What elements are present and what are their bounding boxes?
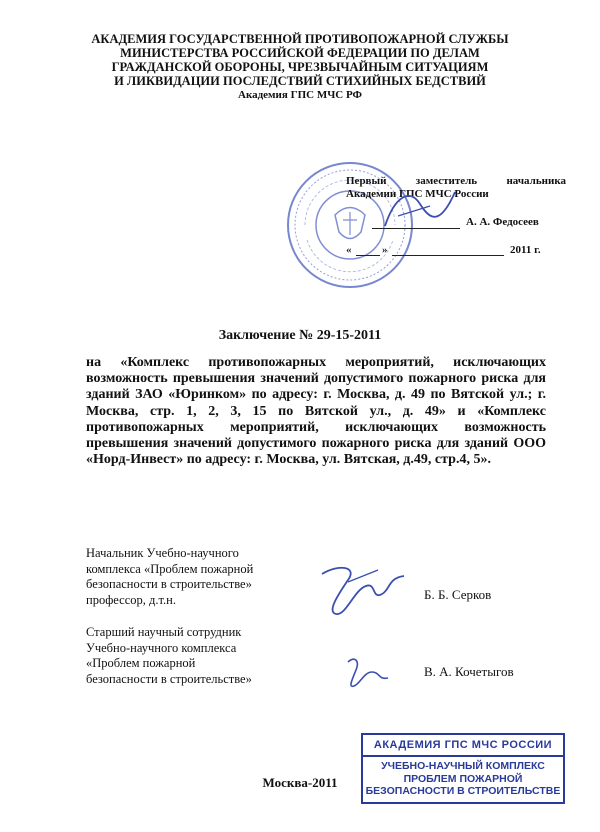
- header-line-2: МИНИСТЕРСТВА РОССИЙСКОЙ ФЕДЕРАЦИИ ПО ДЕЛАМ: [120, 46, 480, 60]
- signatory-2-signature-icon: [342, 652, 392, 692]
- approval-position-line-2: Академии ГПС МЧС России: [346, 188, 489, 200]
- signatory-1-line-2: комплекса «Проблем пожарной: [86, 561, 254, 576]
- header-line-1: АКАДЕМИЯ ГОСУДАРСТВЕННОЙ ПРОТИВОПОЖАРНОЙ СЛУЖБЫ: [91, 32, 509, 46]
- signatory-2-line-3: «Проблем пожарной: [86, 656, 196, 670]
- date-close-quote: »: [382, 244, 388, 256]
- approver-signature-icon: [380, 186, 460, 232]
- header-line-4: И ЛИКВИДАЦИИ ПОСЛЕДСТВИЙ СТИХИЙНЫХ БЕДСТВИЙ: [114, 74, 486, 88]
- signatory-2-line-1: Старший научный сотрудник: [86, 625, 242, 639]
- signatory-2-line-4: безопасности в строительстве»: [86, 671, 252, 686]
- date-open-quote: «: [346, 244, 352, 256]
- document-header: [0, 32, 600, 102]
- date-year: 2011 г.: [510, 244, 541, 256]
- approver-name: А. А. Федосеев: [466, 216, 539, 228]
- footer-city-year: Москва-2011: [262, 775, 338, 790]
- header-line-5: Академия ГПС МЧС РФ: [238, 89, 362, 101]
- stamp-line-3: БЕЗОПАСНОСТИ В СТРОИТЕЛЬСТВЕ: [365, 785, 561, 797]
- approval-position-line-1: Первый заместитель начальника: [346, 175, 566, 187]
- signatory-1-signature-icon: [318, 560, 410, 620]
- header-line-3: ГРАЖДАНСКОЙ ОБОРОНЫ, ЧРЕЗВЫЧАЙНЫМ СИТУАЦИЯМ: [111, 60, 489, 74]
- date-month-line: [392, 255, 504, 256]
- stamp-line-1: УЧЕБНО-НАУЧНЫЙ КОМПЛЕКС: [381, 760, 545, 772]
- stamp-top-text: АКАДЕМИЯ ГПС МЧС РОССИИ: [363, 735, 563, 757]
- signatory-1-line-3: безопасности в строительстве»: [86, 577, 252, 591]
- signatory-1-line-1: Начальник Учебно-научного: [86, 546, 239, 560]
- stamp-line-2: ПРОБЛЕМ ПОЖАРНОЙ: [403, 772, 523, 785]
- signatory-2-name: В. А. Кочетыгов: [424, 664, 514, 679]
- signatory-1-name: Б. Б. Серков: [424, 587, 492, 602]
- signatory-2-position: [86, 625, 296, 687]
- document-title: Заключение № 29-15-2011: [218, 328, 382, 343]
- signatory-1-position: [86, 546, 296, 608]
- approver-sign-line: [372, 228, 460, 229]
- signatory-1-line-4: профессор, д.т.н.: [86, 592, 176, 607]
- department-stamp: [361, 733, 565, 804]
- signatory-2-line-2: Учебно-научного комплекса: [86, 640, 237, 655]
- date-day-line: [356, 255, 380, 256]
- document-body: на «Комплекс противопожарных мероприятий, исключающих возможность превышения значений допустимого пожарного риска для зданий ЗАО «Юринком» по адресу: г. Москва, д. 49 по Вятской ул.; г. Москва, стр. 1, 2, 3, 15 по Вятской ул., д. 49» и «Комплекс противопожарных мероприятий, исключающих возможность превышения значений допустимого пожарного риска для зданий ООО «Норд-Инвест» по адресу: г. Москва, ул. Вятская, д.49, стр.4, 5».: [86, 355, 546, 468]
